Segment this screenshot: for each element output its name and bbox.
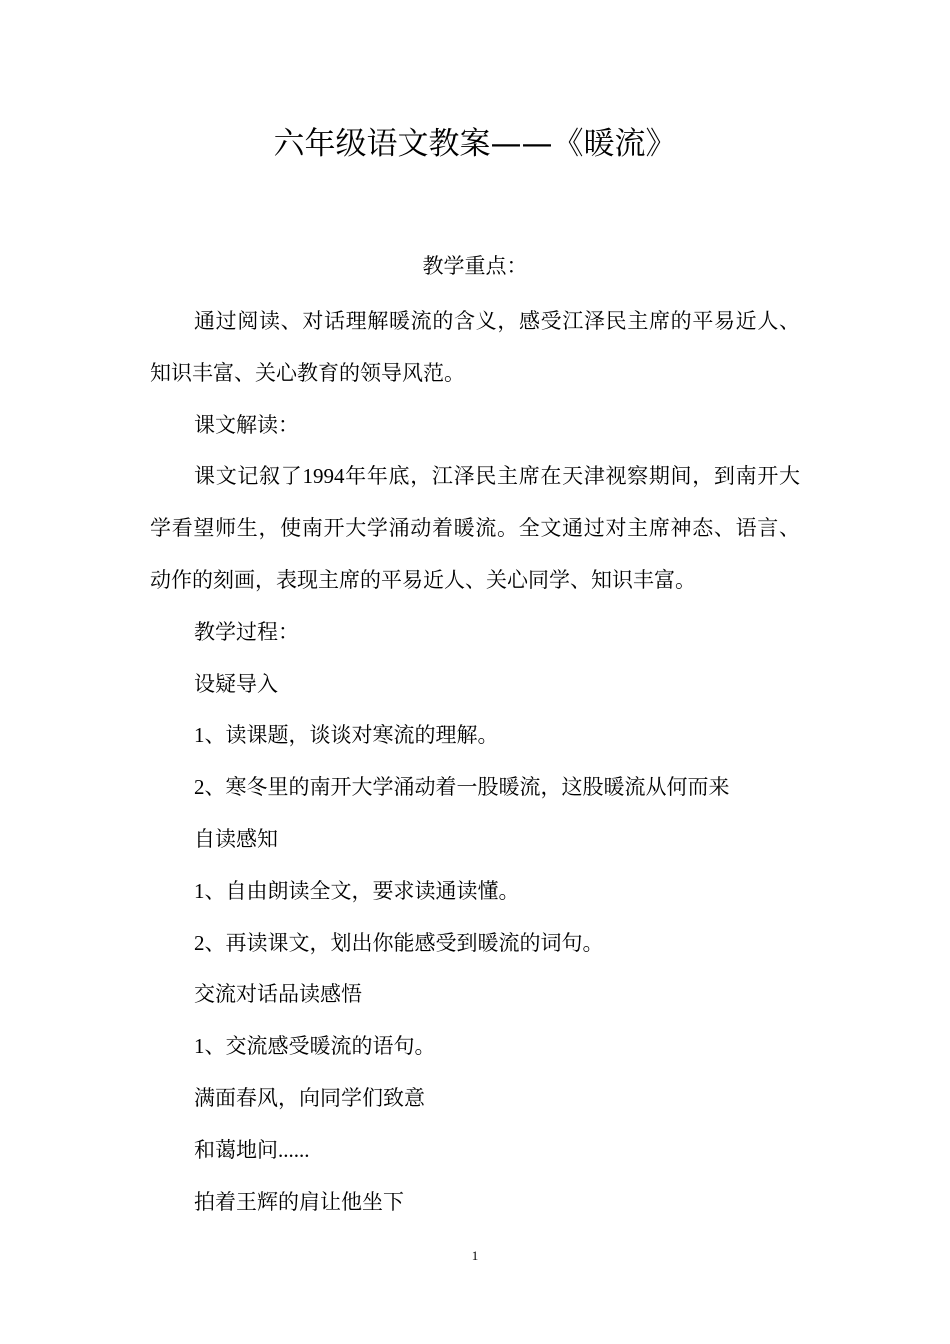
section-heading-text-reading: 课文解读：	[194, 412, 299, 437]
list-item: 2、寒冬里的南开大学涌动着一股暖流，这股暖流从何而来	[194, 775, 730, 800]
step-title-introduction: 设疑导入	[194, 671, 278, 696]
paragraph-teaching-focus: 通过阅读、对话理解暖流的含义，感受江泽民主席的平易近人、知识丰富、关心教育的领导风范。	[150, 309, 800, 385]
quote-line: 拍着王辉的肩让他坐下	[194, 1189, 404, 1214]
list-item: 1、读课题，谈谈对寒流的理解。	[194, 723, 499, 748]
paragraph-text-reading: 课文记叙了1994年年底，江泽民主席在天津视察期间，到南开大学看望师生，使南开大学涌动着暖流。全文通过对主席神态、语言、动作的刻画，表现主席的平易近人、关心同学、知识丰富。	[150, 464, 801, 592]
step-title-self-reading: 自读感知	[194, 826, 278, 851]
quote-line: 和蔼地问......	[194, 1137, 310, 1162]
step-title-dialogue: 交流对话品读感悟	[194, 982, 362, 1007]
section-heading-teaching-focus: 教学重点：	[422, 254, 528, 278]
list-item: 2、再读课文，划出你能感受到暖流的词句。	[194, 930, 604, 955]
page-number: 1	[471, 1248, 479, 1263]
document-title: 六年级语文教案——《暖流》	[273, 126, 677, 162]
section-heading-teaching-process: 教学过程：	[194, 619, 299, 644]
document-body	[150, 296, 800, 1228]
list-item: 1、自由朗读全文，要求读通读懂。	[194, 878, 520, 903]
quote-line: 满面春风，向同学们致意	[194, 1085, 425, 1110]
list-item: 1、交流感受暖流的语句。	[194, 1034, 436, 1059]
